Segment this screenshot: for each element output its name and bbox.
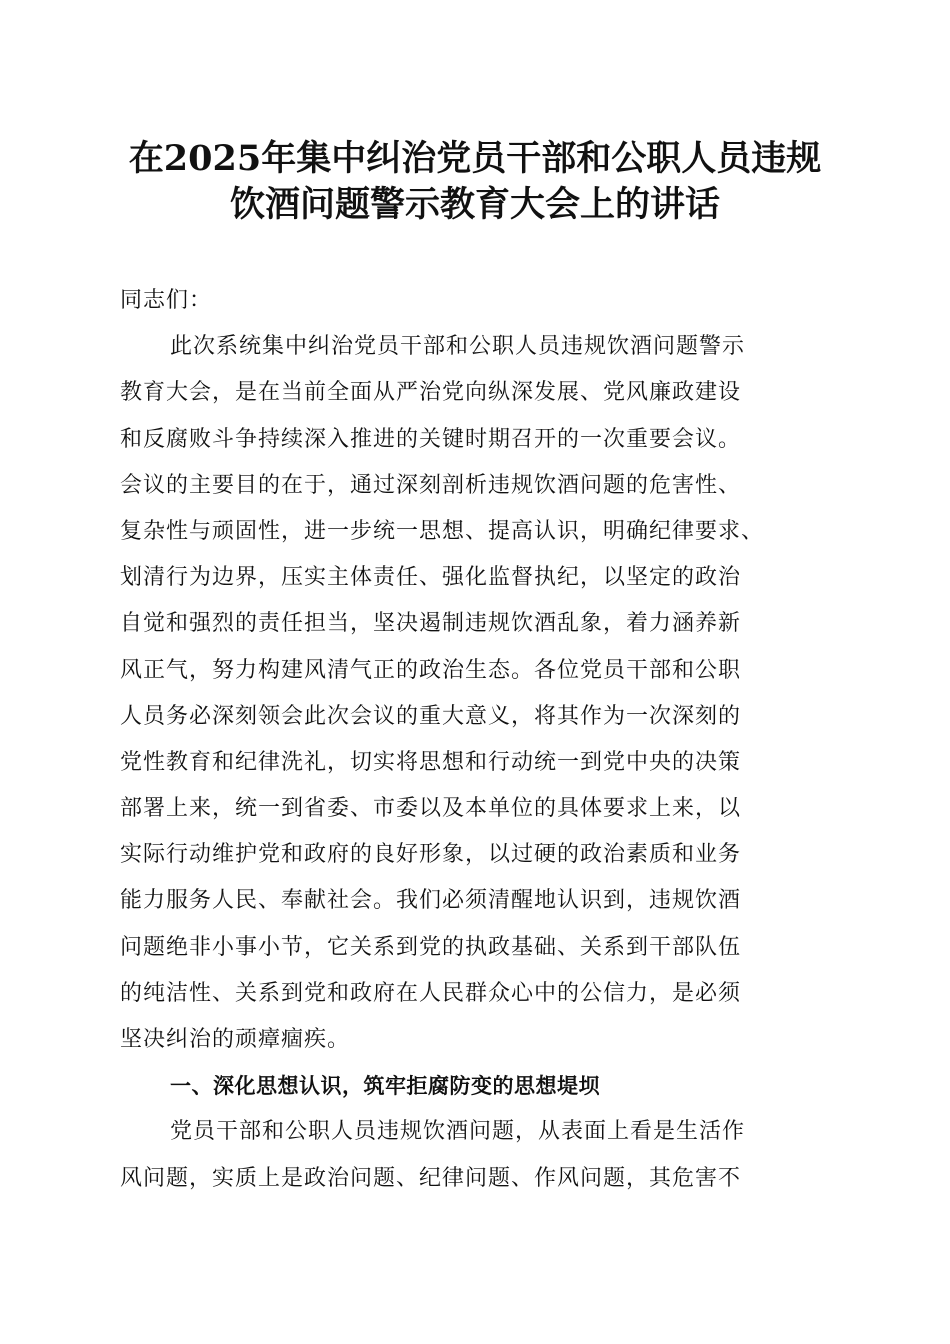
paragraph-line: 和反腐败斗争持续深入推进的关键时期召开的一次重要会议。 [120, 426, 742, 452]
paragraph-line: 会议的主要目的在于，通过深刻剖析违规饮酒问题的危害性、 [120, 472, 742, 498]
salutation: 同志们： [120, 288, 213, 313]
paragraph-line: 风正气，努力构建风清气正的政治生态。各位党员干部和公职 [120, 657, 742, 683]
paragraph-line: 风问题，实质上是政治问题、纪律问题、作风问题，其危害不 [120, 1165, 742, 1191]
title-line-1: 在2025年集中纠治党员干部和公职人员违规 [128, 138, 822, 179]
paragraph-line: 复杂性与顽固性，进一步统一思想、提高认识，明确纪律要求、 [120, 518, 765, 544]
section-heading: 一、深化思想认识，筑牢拒腐防变的思想堤坝 [170, 1074, 600, 1099]
paragraph-line: 实际行动维护党和政府的良好形象，以过硬的政治素质和业务 [120, 842, 742, 868]
paragraph-line: 此次系统集中纠治党员干部和公职人员违规饮酒问题警示 [170, 334, 746, 360]
paragraph-line: 党员干部和公职人员违规饮酒问题，从表面上看是生活作 [170, 1119, 746, 1145]
paragraph-line: 教育大会，是在当前全面从严治党向纵深发展、党风廉政建设 [120, 380, 742, 406]
paragraph-line: 能力服务人民、奉献社会。我们必须清醒地认识到，违规饮酒 [120, 888, 742, 914]
title-line-2: 饮酒问题警示教育大会上的讲话 [229, 184, 720, 225]
paragraph-line: 的纯洁性、关系到党和政府在人民群众心中的公信力，是必须 [120, 980, 742, 1006]
paragraph-line: 坚决纠治的顽瘴痼疾。 [120, 1027, 351, 1052]
paragraph-line: 划清行为边界，压实主体责任、强化监督执纪，以坚定的政治 [120, 565, 742, 591]
paragraph-line: 党性教育和纪律洗礼，切实将思想和行动统一到党中央的决策 [120, 749, 742, 775]
paragraph-line: 部署上来，统一到省委、市委以及本单位的具体要求上来，以 [120, 796, 742, 822]
document-body [120, 278, 830, 1202]
paragraph-line: 人员务必深刻领会此次会议的重大意义，将其作为一次深刻的 [120, 703, 742, 729]
paragraph-line: 问题绝非小事小节，它关系到党的执政基础、关系到干部队伍 [120, 934, 742, 960]
document-title [80, 136, 870, 228]
paragraph-line: 自觉和强烈的责任担当，坚决遏制违规饮酒乱象，着力涵养新 [120, 611, 742, 637]
